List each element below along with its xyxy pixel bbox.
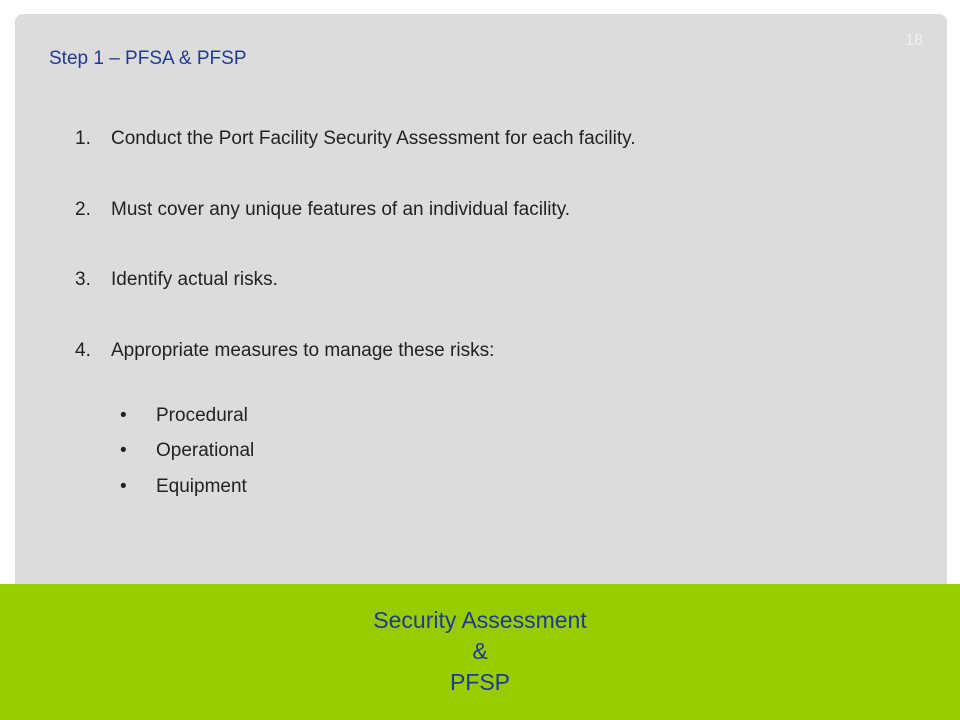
measure-text: Equipment: [156, 476, 247, 497]
bullet: •: [120, 476, 127, 497]
footer-title: [0, 605, 960, 698]
footer-line: PFSP: [449, 669, 511, 695]
measure-item: [120, 404, 248, 428]
step-text: Conduct the Port Facility Security Assessment for each facility.: [111, 128, 636, 149]
step-item: [75, 198, 570, 222]
step-number: 1.: [75, 128, 91, 149]
step-item: [75, 268, 278, 292]
content-panel: [15, 14, 947, 614]
measure-item: [120, 439, 254, 463]
step-item: [75, 339, 494, 363]
measure-item: [120, 475, 247, 499]
step-number: 4.: [75, 340, 91, 361]
step-text: Identify actual risks.: [111, 269, 278, 290]
step-number: 3.: [75, 269, 91, 290]
step-number: 2.: [75, 199, 91, 220]
footer-banner: [0, 584, 960, 720]
measure-text: Operational: [156, 440, 255, 461]
step-text: Must cover any unique features of an individual facility.: [111, 199, 571, 220]
step-text: Appropriate measures to manage these risks:: [111, 340, 495, 361]
slide-title: Step 1 – PFSA & PFSP: [49, 48, 247, 69]
footer-line: &: [472, 638, 488, 664]
page-number: 18: [905, 32, 923, 49]
bullet: •: [120, 405, 127, 426]
measure-text: Procedural: [156, 405, 248, 426]
footer-line: Security Assessment: [373, 607, 587, 633]
step-item: [75, 127, 635, 151]
bullet: •: [120, 440, 127, 461]
